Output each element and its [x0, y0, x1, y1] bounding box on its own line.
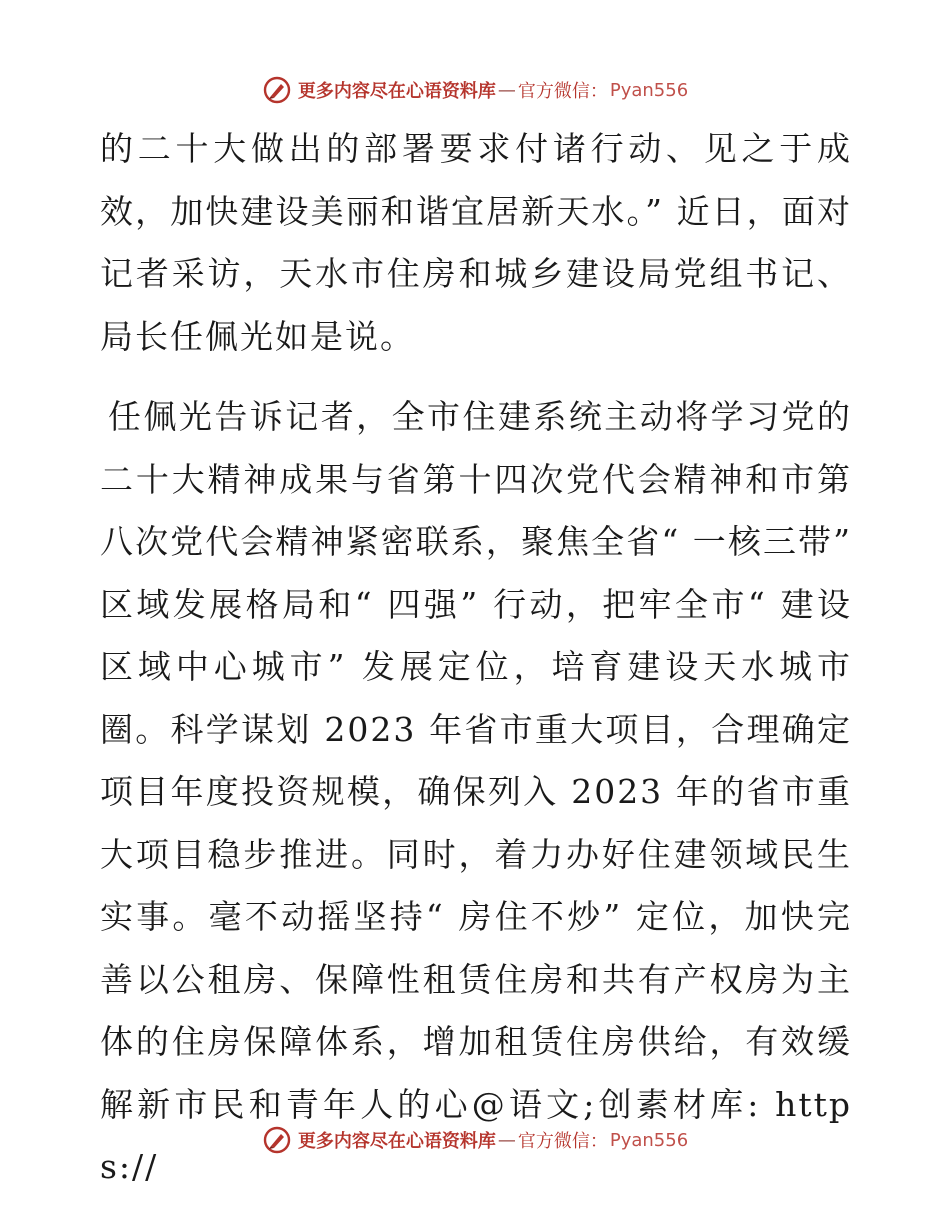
pen-nib-circle-icon [262, 1125, 292, 1155]
wechat-label: 官方微信： [517, 1131, 608, 1152]
header-watermark [0, 70, 950, 110]
wechat-label: 官方微信： [517, 81, 608, 102]
document-body [100, 118, 852, 1199]
paragraph-1: 的二十大做出的部署要求付诸行动、见之于成效，加快建设美丽和谐宜居新天水。” 近日，面对记者采访，天水市住房和城乡建设局党组书记、局长任佩光如是说。 [100, 129, 852, 356]
wechat-id: Pyan556 [609, 1129, 689, 1151]
brand-text: 更多内容尽在心语资料库 [297, 1131, 496, 1152]
pen-nib-circle-icon [262, 75, 292, 105]
brand-text: 更多内容尽在心语资料库 [297, 81, 496, 102]
brand-separator: — [497, 1129, 516, 1151]
wechat-id: Pyan556 [609, 79, 689, 101]
footer-watermark [0, 1120, 950, 1160]
paragraph-2: 任佩光告诉记者，全市住建系统主动将学习党的二十大精神成果与省第十四次党代会精神和市第八次党代会精神紧密联系，聚焦全省“ 一核三带” 区域发展格局和“ 四强” 行动，把牢全市“ 建设区域中心城市” 发展定位，培育建设天水城市圈。科学谋划 2023 年省市重大项目，合理确定项目年度投资规模，确保列入 2023 年的省市重大项目稳步推进。同时，着力办好住建领域民生实事。毫不动摇坚持“ 房住不炒” 定位，加快完善以公租房、保障性租赁住房和共有产权房为主体的住房保障体系，增加租赁住房供给，有效缓解新市民和青年人的心@语文;创素材库: https:// [100, 397, 852, 1186]
brand-separator: — [497, 79, 516, 101]
